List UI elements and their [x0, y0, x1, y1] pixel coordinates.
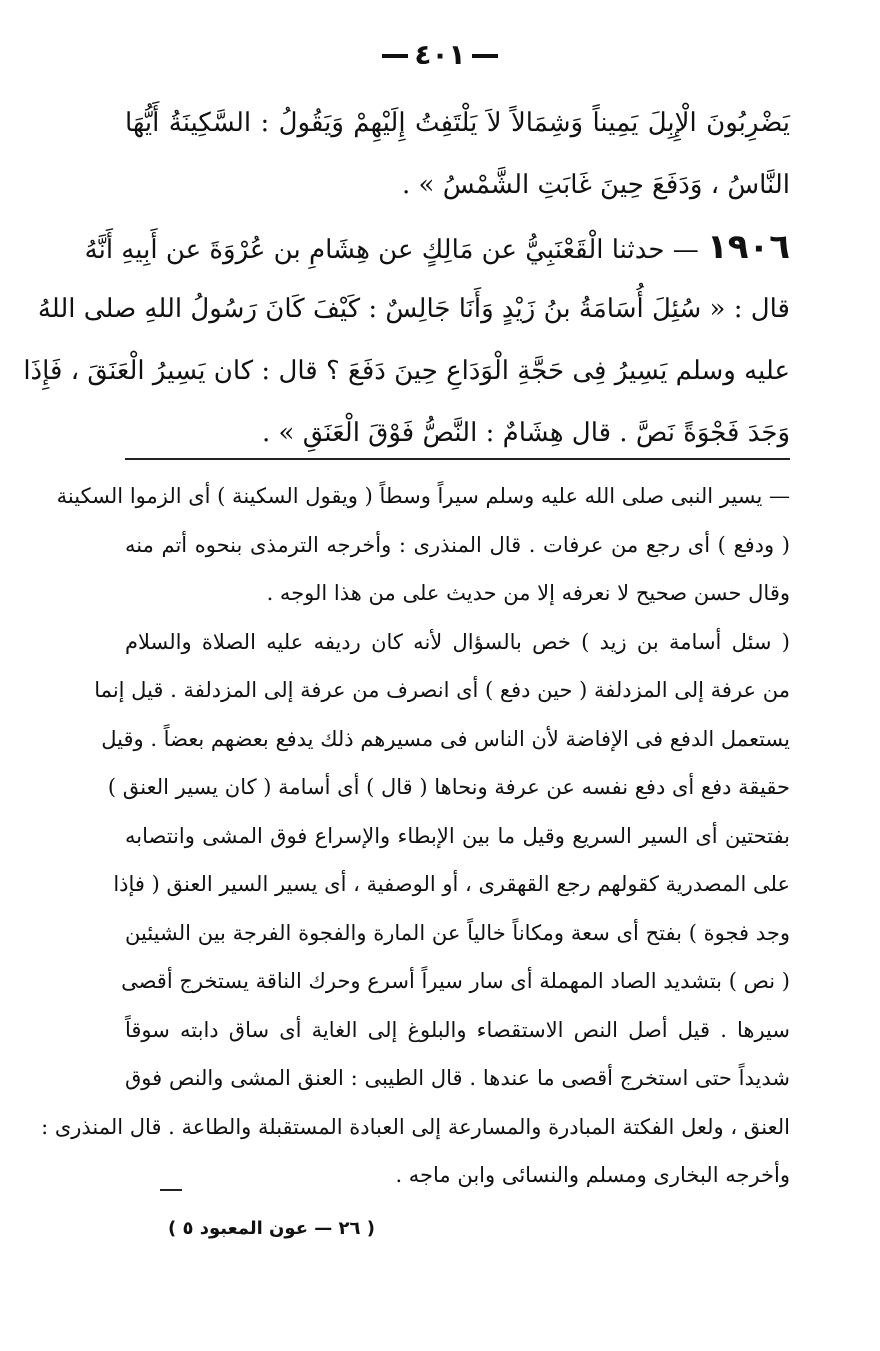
- hadith-number: ١٩٠٦: [706, 227, 790, 267]
- commentary-line: ( سئل أسامة بن زيد ) خص بالسؤال لأنه كان رديفه عليه الصلاة والسلام: [125, 629, 790, 654]
- commentary-line: وجد فجوة ) بفتح أى سعة ومكاناً خالياً عن المارة والفجوة الفرجة بين الشيئين: [125, 920, 790, 945]
- hadith-line: عليه وسلم يَسِيرُ فِى حَجَّةِ الْوَدَاعِ حِينَ دَفَعَ ؟ قال : كان يَسِيرُ الْعَنَقَ ، فَإِذَا: [23, 356, 790, 386]
- commentary-line: على المصدرية كقولهم رجع القهقرى ، أو الوصفية ، أى يسير السير العنق ( فإذا: [113, 872, 790, 896]
- commentary-line: حقيقة دفع أى دفع نفسه عن عرفة ونحاها ( قال ) أى أسامة ( كان يسير العنق ): [107, 775, 790, 799]
- page-number-text: ٤٠١: [414, 38, 466, 71]
- continuation-dash: [160, 1189, 182, 1191]
- hadith-line: قال : « سُئِلَ أُسَامَةُ بنُ زَيْدٍ وَأَنَا جَالِسٌ : كَيْفَ كَانَ رَسُولُ اللهِ صلى اللهُ: [37, 294, 790, 324]
- commentary-line: وأخرجه البخارى ومسلم والنسائى وابن ماجه .: [395, 1163, 790, 1187]
- commentary-line: شديداً حتى استخرج أقصى ما عندها . قال الطيبى : العنق المشى والنص فوق: [125, 1066, 790, 1090]
- commentary-line: يستعمل الدفع فى الإفاضة لأن الناس فى مسيرهم ذلك يدفع بعضهم بعضاً . وقيل: [101, 726, 790, 751]
- commentary-line: ( ودفع ) أى رجع من عرفات . قال المنذرى : وأخرجه الترمذى بنحوه أتم منه: [125, 532, 790, 557]
- hadith-line-numbered: [84, 216, 790, 278]
- hadith-line: النَّاسُ ، وَدَفَعَ حِينَ غَابَتِ الشَّمْسُ » .: [402, 170, 790, 200]
- commentary-text: [41, 472, 790, 1200]
- hadith-line-text: — حدثنا الْقَعْنَبِيُّ عن مَالِكٍ عن هِشَامِ بن عُرْوَةَ عن أَبِيهِ أَنَّهُ: [84, 235, 699, 265]
- commentary-line: بفتحتين أى السير السريع وقيل ما بين الإبطاء والإسراع فوق المشى وانتصابه: [125, 823, 790, 848]
- commentary-line: وقال حسن صحيح لا نعرفه إلا من حديث على من هذا الوجه .: [266, 581, 790, 605]
- hadith-line: وَجَدَ فَجْوَةً نَصَّ . قال هِشَامٌ : النَّصُّ فَوْقَ الْعَنَقِ » .: [262, 418, 790, 448]
- volume-signature: ( ٢٦ — عون المعبود ٥ ): [168, 1218, 376, 1239]
- page-number-dash-right: [472, 54, 498, 58]
- commentary-line: — يسير النبى صلى الله عليه وسلم سيراً وسطاً ( ويقول السكينة ) أى الزموا السكينة: [56, 484, 790, 508]
- hadith-text: [23, 92, 790, 464]
- commentary-line: سيرها . قيل أصل النص الاستقصاء والبلوغ إلى الغاية أى ساق دابته سوقاً: [125, 1017, 790, 1042]
- hadith-line: يَضْرِبُونَ الْإِبِلَ يَمِيناً وَشِمَالاً لاَ يَلْتَفِتُ إِلَيْهِمْ وَيَقُولُ : السَّكِينَةُ أَيُّهَا: [125, 108, 790, 138]
- commentary-line: ( نص ) بتشديد الصاد المهملة أى سار سيراً أسرع وحرك الناقة يستخرج أقصى: [121, 969, 790, 993]
- commentary-line: من عرفة إلى المزدلفة ( حين دفع ) أى انصرف من عرفة إلى المزدلفة . قيل إنما: [94, 678, 790, 702]
- footnote-divider: [125, 458, 790, 460]
- page-number: [0, 38, 880, 71]
- commentary-line: العنق ، ولعل الفكتة المبادرة والمسارعة إلى العبادة المستقبلة والطاعة . قال المنذرى :: [41, 1114, 790, 1139]
- page-number-dash-left: [382, 54, 408, 58]
